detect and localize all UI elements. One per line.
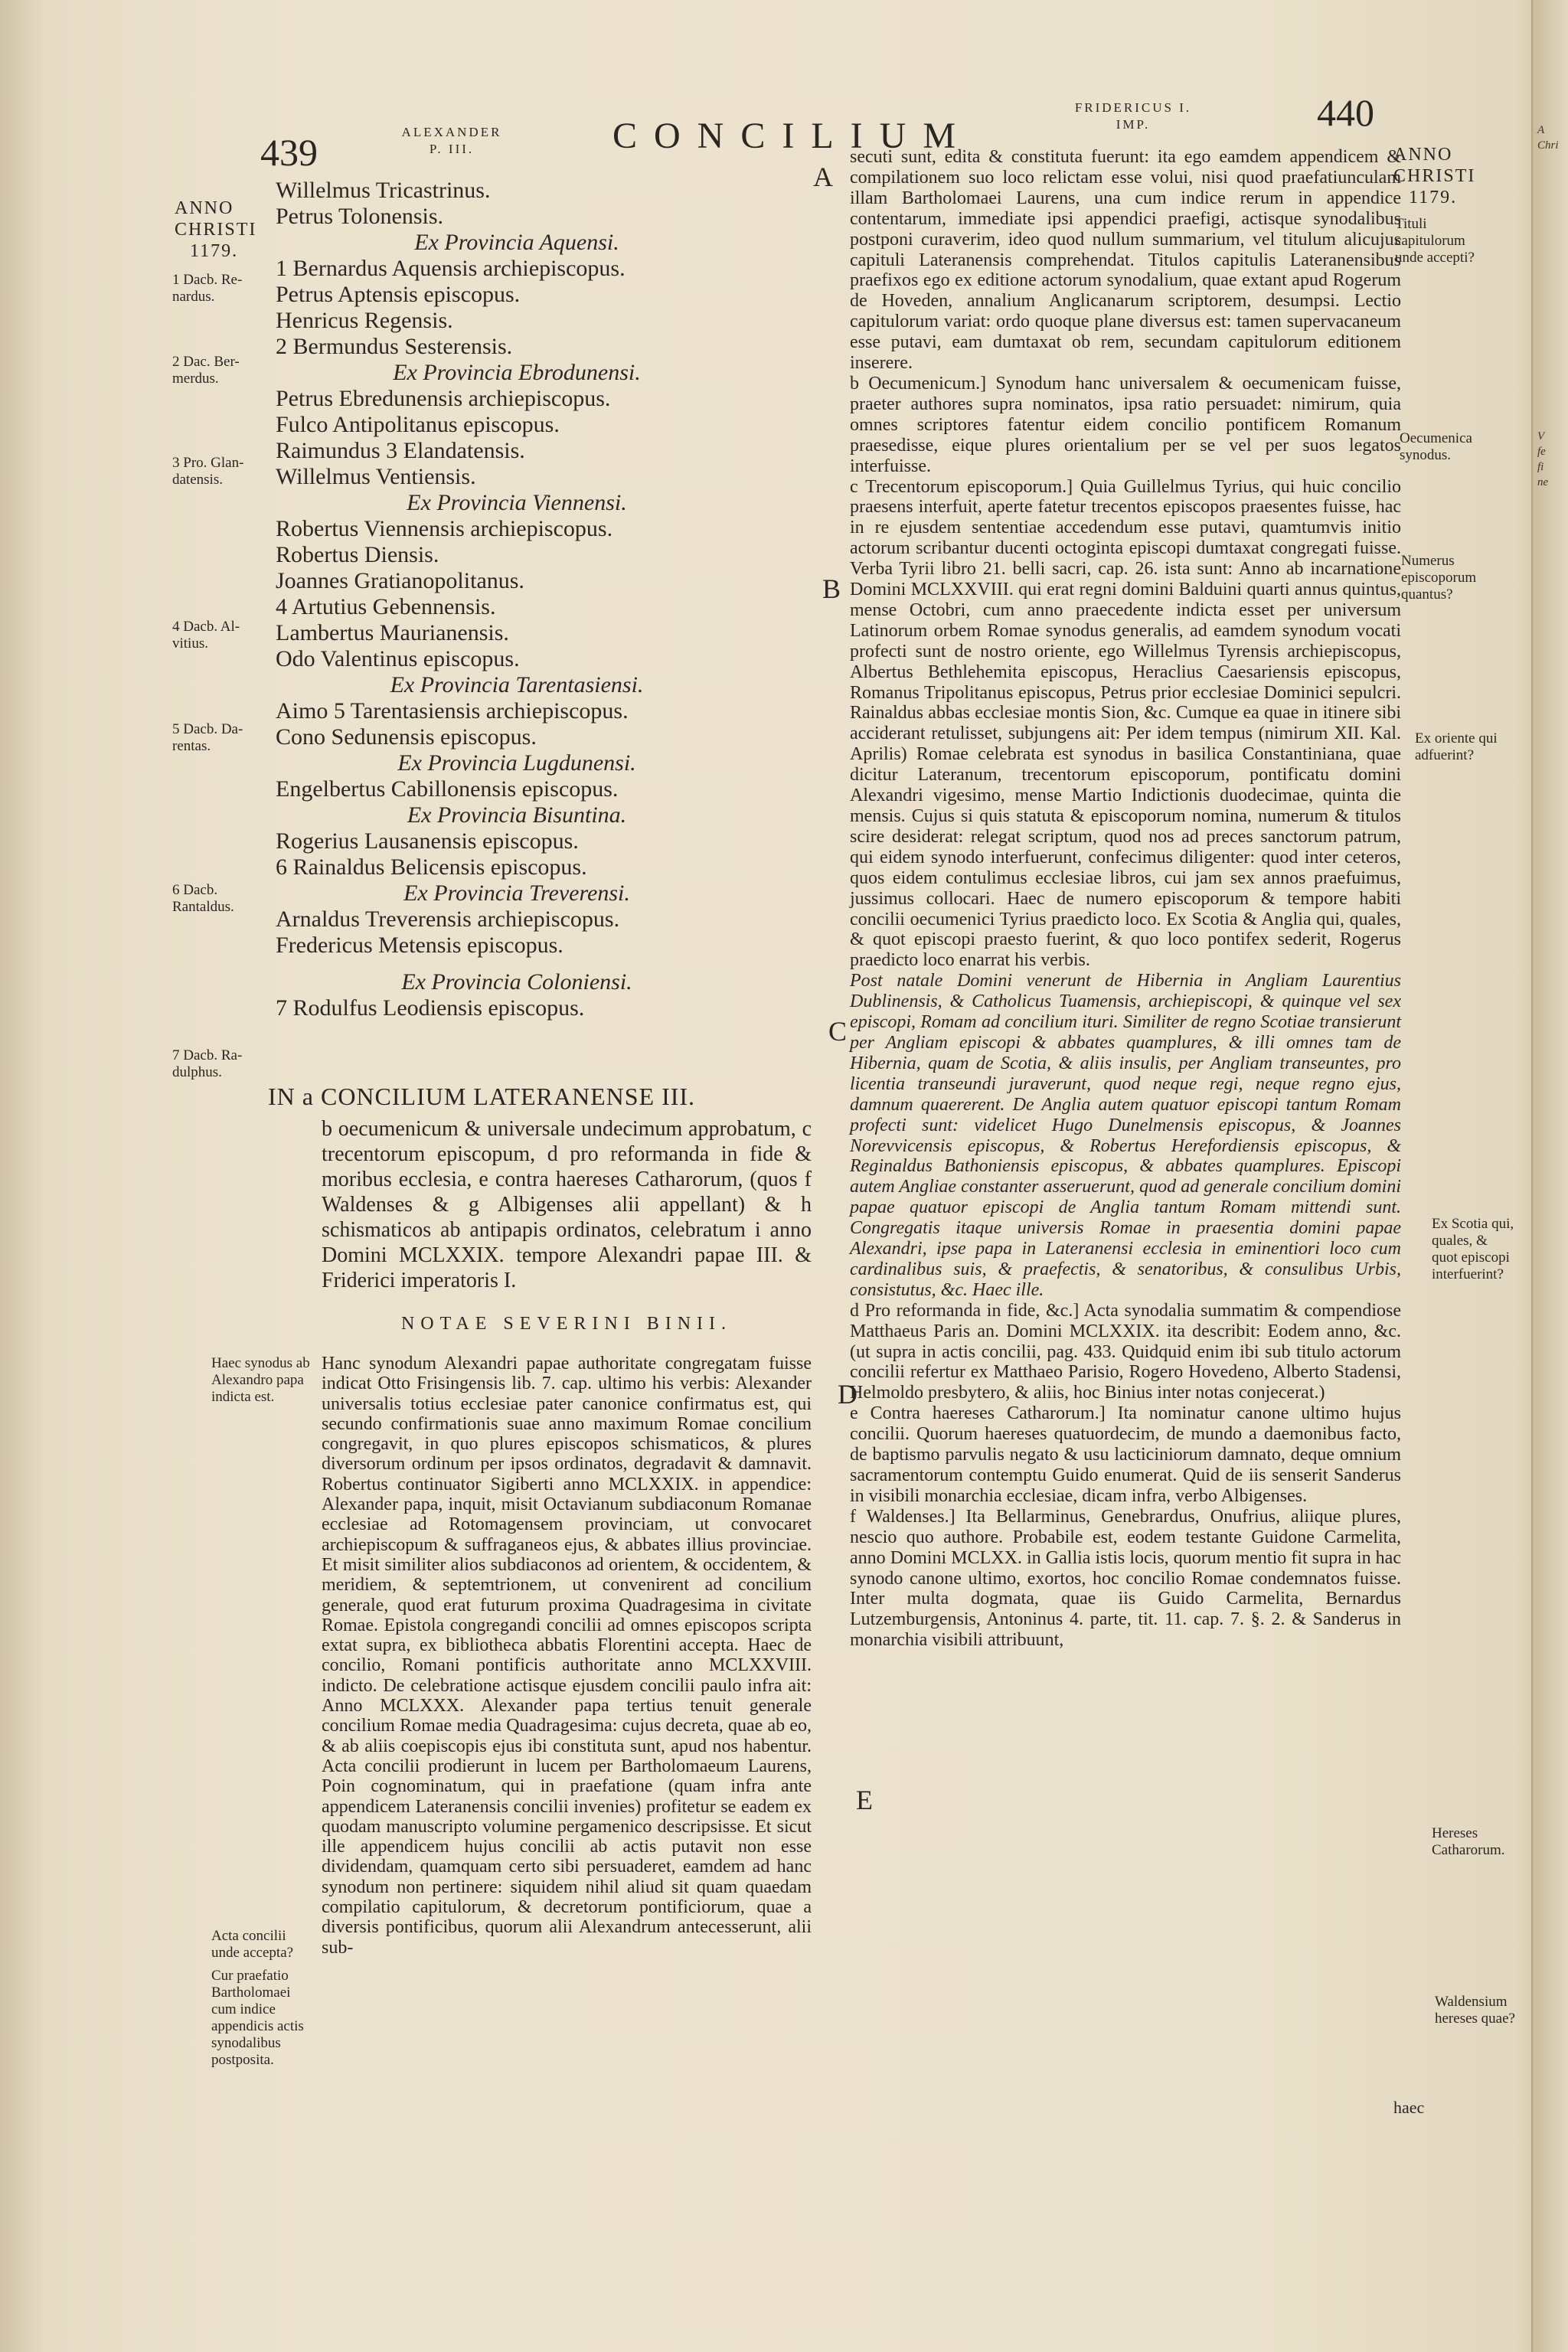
- intro-paragraph: b oecumenicum & universale undecimum approbatum, c trecentorum episcopum, d pro reformanda in fide & moribus ecclesia, e contra haereses Catharorum, (quos f Waldenses & g Albigenses alii appellant) & h schismaticos ab antipapis ordinatos, celebratum i anno Domini MCLXXIX. tempore Alexandri papae III. & Friderici imperatoris I.: [322, 1117, 812, 1292]
- province-heading: Ex Provincia Viennensi.: [407, 490, 627, 515]
- margin-note: Ex Scotia qui, quales, & quot episcopi interfuerint?: [1432, 1216, 1514, 1282]
- right-running-head: FRIDERICUS I. IMP.: [1074, 100, 1192, 132]
- list-item: 1 Bernardus Aquensis archiepiscopus.: [276, 256, 626, 281]
- page-title: CONCILIUM: [612, 116, 972, 156]
- list-item: Fulco Antipolitanus episcopus.: [276, 412, 560, 437]
- list-item: Robertus Diensis.: [276, 542, 439, 567]
- margin-note: Numerus episcoporum quantus?: [1401, 553, 1477, 603]
- left-body-text: Hanc synodum Alexandri papae authoritate congregatam fuisse indicat Otto Frisingensis lib. 7. cap. ultimo his verbis: Alexander universalis totius ecclesiae pater canonice confirmatus est, qui secundo confirmationis suae anno maximum Romae concilium congregavit, in quo plures episcopos schismaticos, & plures diversorum ordinum per ipsos ordinatos, degradavit & damnavit. Robertus continuator Sigiberti anno MCLXXIX. in appendice: Alexander papa, inquit, misit Octavianum subdiaconum Romanae ecclesiae ad Rotomagensem provinciam, ut convocaret archiepiscopum & suffraganeos ejus, & abbates illius provinciae. Et misit similiter alios subdiaconos ad orientem, & occidentem, & meridiem, & septemtrionem, ut convenirent ad concilium generale, quod erat futurum proxima Quadragesima in civitate Romae. Epistola congregandi concilii ad omnes episcopos scripta extat supra, ex bibliotheca abbatis Florentini accepta. Haec de concilio, Romani pontificis authoritate anno MCLXXVIII. indicto. De celebratione actisque ejusdem concilii paulo infra ait: Anno MCLXXX. Alexander papa tertius tenuit generale concilium Romae media Quadragesima: cujus decreta, quae ab eo, & ab aliis coepiscopis ejus ibi constituta sunt, apud nos habentur. Acta concilii prodierunt in lucem per Bartholomaeum Laurens, Poin cognominatum, qui in praefatione (quam infra ante appendicem Lateranensis concilii invenies) profitetur se eadem ex quodam manuscripto volumine pergamenico descripsisse. Et sicut ille appendicem hujus concilii ab actis putavit non esse dividendam, quamquam certo sibi persuaderet, eamdem ad hanc synodum non pertinere: siquidem nihil aliud sit quam quaedam compilatio capitulorum, & decretorum pontificiorum, quae a diversis pontificibus, quorum alii Alexandrum antecesserunt, alii sub-: [322, 1354, 812, 1958]
- margin-letter-e: E: [856, 1785, 873, 1815]
- list-item: Rogerius Lausanensis episcopus.: [276, 828, 579, 854]
- margin-letter-c: C: [828, 1016, 848, 1047]
- concilium-heading: IN a CONCILIUM LATERANENSE III.: [268, 1083, 696, 1110]
- margin-note: 1 Dacb. Re-nardus.: [172, 272, 243, 305]
- margin-note: Ex oriente qui adfuerint?: [1415, 730, 1498, 763]
- margin-note: Cur praefatio Bartholomaei cum indice appendicis actis synodalibus postposita.: [211, 1968, 304, 2068]
- list-item: Fredericus Metensis episcopus.: [276, 933, 564, 958]
- left-running-head: ALEXANDER P. III.: [401, 125, 502, 156]
- margin-note: 4 Dacb. Al-vitius.: [172, 619, 240, 652]
- notae-heading: NOTAE SEVERINI BINII.: [400, 1314, 733, 1334]
- list-item: Henricus Regensis.: [276, 308, 453, 333]
- margin-note: Waldensium hereses quae?: [1435, 1994, 1515, 2027]
- right-page-number: 440: [1317, 91, 1374, 134]
- list-item: Raimundus 3 Elandatensis.: [276, 438, 525, 463]
- margin-note: 6 Dacb. Rantaldus.: [172, 882, 234, 915]
- list-item: Petrus Tolonensis.: [276, 204, 444, 229]
- margin-letter-b: B: [822, 573, 841, 604]
- margin-note: 2 Dac. Ber-merdus.: [172, 354, 240, 387]
- margin-note: Haec synodus ab Alexandro papa indicta est.: [211, 1355, 310, 1405]
- list-item: Willelmus Ventiensis.: [276, 464, 476, 489]
- margin-note: 5 Dacb. Da-rentas.: [172, 721, 243, 754]
- list-item: 4 Artutius Gebennensis.: [276, 594, 496, 619]
- margin-note: 7 Dacb. Ra-dulphus.: [172, 1047, 243, 1080]
- province-heading: Ex Provincia Lugdunensi.: [397, 750, 636, 776]
- paragraph: secuti sunt, edita & constituta fuerunt: ita ego eamdem appendicem & compilationem suo loco relictam esse volui, nisi quod praefatiunculam illam Bartholomaei Laurens, una cum indice rerum in appendice contentarum, immediate ipsi appendici praefigi, actisque synodalibus postponi curaverim, ideo quod nullum summarium, vel titulum alicujus capituli Lateranensis comprehendat. Titulos capitulis Lateranensibus praefixos ego ex editione actorum synodalium, quae extant apud Rogerum de Hoveden, annalium Anglicanarum scriptorem, desumpsi. Lectio capitulorum variat: ordo quoque plane diversus est: tamen supervacaneum esse putavi, eam dumtaxat ob rem, secundam capitulorum editionem inserere.: [850, 147, 1401, 374]
- paragraph: f Waldenses.] Ita Bellarminus, Genebrardus, Onufrius, aliique plures, nescio quo authore. Probabile est, eodem testante Guidone Carmelita, anno Domini MCLXX. in Gallia istis locis, quorum mentio fit supra in hac synodo canone ultimo, exortos, hoc concilio Romae condemnatos fuisse. Inter multa dogmata, quae iis Guido Carmelita, Bernardus Lutzemburgensis, Antoninus 4. parte, tit. 11. cap. 7. §. 2. & Sanderus in monarchia visibili attribuunt,: [850, 1506, 1401, 1651]
- list-item: Cono Sedunensis episcopus.: [276, 724, 537, 750]
- paragraph: b Oecumenicum.] Synodum hanc universalem & oecumenicam fuisse, praeter authores supra nominatos, ipsa ratio persuadet: nimirum, quia omnes scriptores fatentur eidem concilio pontificem Romanum praesedisse, eique plures orientalium per se vel per suos legatos interfuisse.: [850, 373, 1401, 476]
- margin-letter-d: D: [838, 1379, 858, 1410]
- margin-note: Tituli capitulorum unde accepti?: [1395, 216, 1475, 266]
- province-heading: Ex Provincia Tarentasiensi.: [390, 672, 644, 697]
- anno-christi-left: ANNO CHRISTI 1179.: [175, 198, 257, 261]
- left-page-number: 439: [260, 131, 318, 174]
- list-item: Petrus Aptensis episcopus.: [276, 282, 521, 307]
- list-item: Robertus Viennensis archiepiscopus.: [276, 516, 613, 541]
- right-body-text: [850, 147, 1401, 1651]
- list-item: Willelmus Tricastrinus.: [276, 178, 491, 203]
- next-page-edge: A Chri V fe fi ne: [1531, 0, 1568, 2352]
- list-item: Odo Valentinus episcopus.: [276, 646, 520, 671]
- province-heading: Ex Provincia Ebrodunensi.: [393, 360, 641, 385]
- paragraph: Post natale Domini venerunt de Hibernia in Angliam Laurentius Dublinensis, & Catholicus Tuamensis, archiepiscopi, & quinque vel sex episcopi, Romam ad concilium ituri. Similiter de regno Scotiae transierunt per Angliam episcopi & abbates quamplures, & illi omnes tam de Hibernia, quam de Scotia, & aliis insulis, per Angliam transeuntes, pro licentia transeundi juraverunt, quod neque regi, neque regno ejus, damnum quaererent. De Anglia autem quatuor episcopi tantum Romam profecti sunt: videlicet Hugo Dunelmensis episcopus, & Joannes Norevvicensis episcopus, & Robertus Herefordiensis episcopus, & Reginaldus Bathoniensis episcopus, & abbates quamplures. Episcopi autem Angliae constanter asseruerunt, quod ad generale concilium domini papae quatuor episcopi de Anglia tantum Romam mittendi sunt. Congregatis itaque universis Romae in praesentia domini papae Alexandri, ipse papa in Lateranensi ecclesia in eminentiori loco cum cardinalibus suis, & praefectis, & senatoribus, & consulibus Urbis, consistutus, &c. Haec ille.: [850, 971, 1401, 1300]
- province-heading: Ex Provincia Aquensi.: [414, 230, 619, 255]
- margin-note: Acta concilii unde accepta?: [211, 1928, 294, 1961]
- list-item: Joannes Gratianopolitanus.: [276, 568, 524, 593]
- province-heading: Ex Provincia Coloniensi.: [401, 969, 632, 995]
- list-item: 7 Rodulfus Leodiensis episcopus.: [276, 995, 585, 1021]
- list-item: Aimo 5 Tarentasiensis archiepiscopus.: [276, 698, 629, 724]
- list-item: Petrus Ebredunensis archiepiscopus.: [276, 386, 611, 411]
- margin-note: Hereses Catharorum.: [1432, 1825, 1505, 1858]
- paragraph: d Pro reformanda in fide, &c.] Acta synodalia summatim & compendiose Matthaeus Paris an. Domini MCLXXIX. ita describit: Eodem anno, &c. (ut supra in actis concilii, pag. 433. Quidquid enim ibi sub titulo actorum concilii refertur ex Matthaeo Parisio, Rogero Hovedeno, Alberto Stadensi, Helmoldo presbytero, & aliis, hoc Binius inter notas conjecerat.): [850, 1300, 1401, 1403]
- margin-letter-a: A: [813, 162, 833, 192]
- bishops-list: [260, 178, 720, 1021]
- province-heading: Ex Provincia Treverensi.: [403, 880, 630, 906]
- list-item: Engelbertus Cabillonensis episcopus.: [276, 776, 619, 802]
- catchword: haec: [1393, 2098, 1425, 2117]
- paragraph: e Contra haereses Catharorum.] Ita nominatur canone ultimo hujus concilii. Quorum haereses quatuordecim, de mundo a daemonibus facto, de baptismo parvulis negato & usu lacticiniorum damnato, deque omnium sacramentorum contemptu Guido enumerat. Quid de iis senserit Sanderus in visibili monarchia ecclesiae, dicam infra, verbo Albigenses.: [850, 1403, 1401, 1506]
- list-item: Arnaldus Treverensis archiepiscopus.: [276, 906, 620, 932]
- anno-christi-right: ANNO CHRISTI 1179.: [1393, 145, 1476, 207]
- province-heading: Ex Provincia Bisuntina.: [407, 802, 627, 828]
- margin-note: 3 Pro. Glan-datensis.: [172, 455, 244, 488]
- paragraph: c Trecentorum episcoporum.] Quia Guillelmus Tyrius, qui huic concilio praesens interfuit, aperte fatetur trecentos episcopos praesentes fuisse, hac in re ejusdem sententiae accedendum esse putavi, quamtumvis initio actorum scribantur ducenti octoginta episcopi dumtaxat congregati fuisse. Verba Tyrii libro 21. belli sacri, cap. 26. ista sunt: Anno ab incarnatione Domini MCLXXVIII. qui erat regni domini Balduini quarti annus quintus, mense Octobri, cum anno praecedente indicta esset per universum Latinorum orbem Romae synodus generalis, ad eamdem synodum vocati profecti sunt de nostro oriente, ego Willelmus Tyrensis archiepiscopus, Albertus Bethlehemita episcopus, Heraclius Caesariensis episcopus, Romanus Tripolitanus episcopus, Petrus prior ecclesiae Dominici sepulcri. Rainaldus abbas ecclesiae montis Sion, &c. Cumque ea quae in itinere sibi acciderant retulisset, subjungens ait: Per idem tempus (nimirum XII. Kal. Aprilis) Romae celebrata est synodus in basilica Constantiniana, quae dicitur Lateranum, trecentorum episcoporum, pontificatu domini Alexandri vigesimo, mense Martio Indictionis duodecimae, quinta die mensis. Cujus si quis statuta & episcoporum nomina, numerum & titulos scire desiderat: relegat scriptum, quod nos ad preces sanctorum patrum, qui eidem synodo interfuerunt, confecimus diligenter: quod inter ceteros, quos eidem contulimus ecclesiae libros, cui jam sex annos praefuimus, jussimus collocari. Haec de numero episcoporum & tempore habiti concilii oecumenici Tyrius praedicto loco. Ex Scotia & Anglia qui, quales, & quot episcopi praesto fuerint, & quo loco pontifex sederit, Rogerus praedicto loco enarrat his verbis.: [850, 476, 1401, 971]
- list-item: 2 Bermundus Sesterensis.: [276, 334, 513, 359]
- margin-note: Oecumenica synodus.: [1400, 430, 1472, 463]
- list-item: Lambertus Maurianensis.: [276, 620, 509, 645]
- list-item: 6 Rainaldus Belicensis episcopus.: [276, 854, 587, 880]
